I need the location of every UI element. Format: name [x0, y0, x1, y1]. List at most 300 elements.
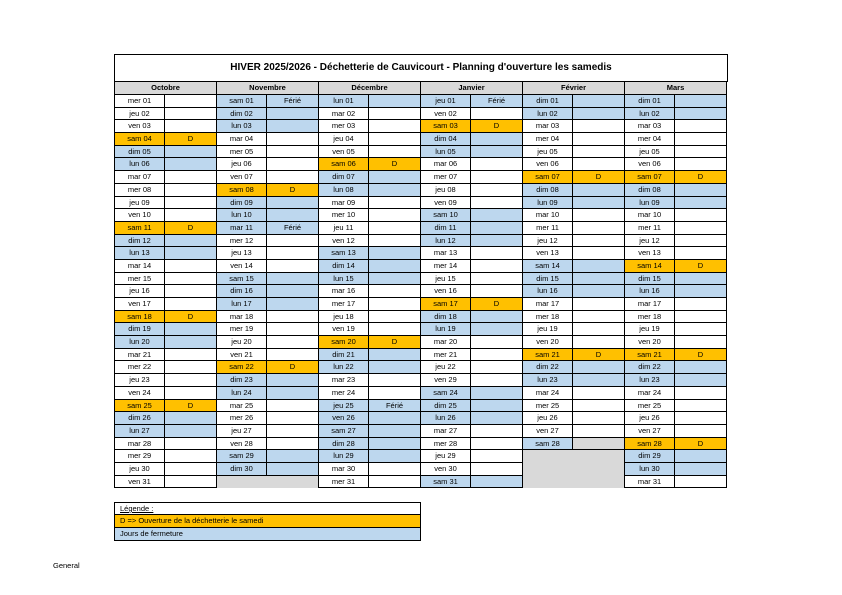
- day-row: [217, 260, 318, 273]
- day-status: [573, 133, 624, 145]
- day-status: [165, 361, 216, 373]
- day-status: [369, 146, 420, 158]
- day-status: [165, 120, 216, 132]
- day-row: [115, 146, 216, 159]
- day-label: dim 29: [625, 450, 675, 462]
- day-label: mar 24: [625, 387, 675, 399]
- day-label: dim 30: [217, 463, 267, 475]
- day-row: [217, 463, 318, 476]
- day-label: ven 14: [217, 260, 267, 272]
- day-status: D: [187, 134, 194, 144]
- day-label: mar 31: [625, 476, 675, 488]
- day-status: [165, 374, 216, 386]
- day-row: [625, 247, 726, 260]
- day-row: [421, 425, 522, 438]
- day-row: [523, 222, 624, 235]
- day-label: jeu 12: [523, 235, 573, 247]
- day-status: [471, 400, 522, 412]
- day-status: [267, 260, 318, 272]
- day-label: mar 23: [319, 374, 369, 386]
- day-row: [319, 285, 420, 298]
- day-status: [471, 412, 522, 424]
- day-status: [471, 108, 522, 120]
- day-row: [319, 146, 420, 159]
- day-status: D: [697, 438, 704, 448]
- day-row: [319, 209, 420, 222]
- month-header: Octobre: [115, 82, 216, 95]
- day-status: [267, 133, 318, 145]
- day-status: [471, 311, 522, 323]
- day-row: [115, 273, 216, 286]
- day-status: D: [187, 311, 194, 321]
- day-row: [217, 120, 318, 133]
- day-status: [165, 171, 216, 183]
- day-label: mer 01: [115, 95, 165, 107]
- day-row: [217, 95, 318, 108]
- day-label: lun 10: [217, 209, 267, 221]
- day-status: [675, 425, 726, 437]
- day-label: sam 04: [115, 133, 165, 145]
- day-status: [369, 247, 420, 259]
- day-label: sam 15: [217, 273, 267, 285]
- day-row: [319, 247, 420, 260]
- day-row: [625, 463, 726, 476]
- day-status: D: [697, 349, 704, 359]
- day-label: ven 30: [421, 463, 471, 475]
- day-status: [369, 95, 420, 107]
- day-status: [471, 361, 522, 373]
- day-label: dim 14: [319, 260, 369, 272]
- day-row: [421, 361, 522, 374]
- day-status: [675, 323, 726, 335]
- day-status: [471, 463, 522, 475]
- day-row: [115, 120, 216, 133]
- day-row: [319, 323, 420, 336]
- day-row: [625, 260, 726, 273]
- month-header: Mars: [625, 82, 726, 95]
- day-label: sam 29: [217, 450, 267, 462]
- day-row: [421, 273, 522, 286]
- day-label: lun 15: [319, 273, 369, 285]
- day-label: sam 28: [625, 438, 675, 450]
- day-label: mar 11: [217, 222, 267, 234]
- day-label: jeu 05: [625, 146, 675, 158]
- day-row: [421, 450, 522, 463]
- day-label: lun 08: [319, 184, 369, 196]
- day-label: lun 03: [217, 120, 267, 132]
- day-status: [165, 323, 216, 335]
- day-status: [267, 425, 318, 437]
- day-label: dim 22: [523, 361, 573, 373]
- day-row: [115, 235, 216, 248]
- day-status: [267, 247, 318, 259]
- day-row: [421, 412, 522, 425]
- day-label: sam 24: [421, 387, 471, 399]
- day-label: mer 05: [217, 146, 267, 158]
- day-row: [421, 120, 522, 133]
- day-status: [573, 158, 624, 170]
- day-row: [319, 197, 420, 210]
- day-row: [115, 298, 216, 311]
- day-label: mer 12: [217, 235, 267, 247]
- day-status: [267, 311, 318, 323]
- day-label: sam 20: [319, 336, 369, 348]
- day-row: [319, 273, 420, 286]
- day-status: [267, 158, 318, 170]
- day-status: [675, 235, 726, 247]
- day-row: [421, 438, 522, 451]
- day-status: [369, 260, 420, 272]
- day-status: [165, 260, 216, 272]
- day-status: [369, 222, 420, 234]
- day-status: [471, 235, 522, 247]
- day-row: [319, 349, 420, 362]
- day-label: jeu 13: [217, 247, 267, 259]
- day-row: [217, 171, 318, 184]
- day-label: ven 02: [421, 108, 471, 120]
- day-status: [471, 450, 522, 462]
- day-label: ven 07: [217, 171, 267, 183]
- day-row: [319, 387, 420, 400]
- day-label: ven 12: [319, 235, 369, 247]
- day-label: dim 12: [115, 235, 165, 247]
- day-status: [369, 412, 420, 424]
- day-label: lun 13: [115, 247, 165, 259]
- day-row: [421, 197, 522, 210]
- day-status: Férié: [283, 222, 302, 232]
- day-status: [267, 336, 318, 348]
- day-status: [675, 336, 726, 348]
- day-label: sam 22: [217, 361, 267, 373]
- day-status: [267, 273, 318, 285]
- day-row: [625, 349, 726, 362]
- day-row: [523, 361, 624, 374]
- day-label: jeu 18: [319, 311, 369, 323]
- day-label: dim 02: [217, 108, 267, 120]
- day-status: [165, 463, 216, 475]
- day-status: [267, 108, 318, 120]
- day-label: mer 11: [523, 222, 573, 234]
- day-status: [675, 184, 726, 196]
- month-column: [523, 82, 625, 488]
- day-label: jeu 26: [625, 412, 675, 424]
- day-label: jeu 19: [523, 323, 573, 335]
- day-status: [471, 336, 522, 348]
- day-status: [369, 374, 420, 386]
- day-row: [523, 197, 624, 210]
- footer-classification: General: [53, 561, 80, 570]
- day-status: [675, 146, 726, 158]
- day-row: [115, 361, 216, 374]
- day-row: [217, 146, 318, 159]
- day-status: [573, 95, 624, 107]
- months-grid: [114, 82, 728, 488]
- day-row: [523, 260, 624, 273]
- day-label: dim 26: [115, 412, 165, 424]
- day-row: [115, 438, 216, 451]
- day-label: dim 04: [421, 133, 471, 145]
- day-label: jeu 30: [115, 463, 165, 475]
- day-label: dim 15: [625, 273, 675, 285]
- day-label: ven 09: [421, 197, 471, 209]
- day-row: [523, 273, 624, 286]
- day-row: [217, 158, 318, 171]
- day-label: mar 18: [217, 311, 267, 323]
- day-status: [267, 463, 318, 475]
- day-row: [217, 209, 318, 222]
- day-label: jeu 26: [523, 412, 573, 424]
- day-label: sam 17: [421, 298, 471, 310]
- day-label: ven 19: [319, 323, 369, 335]
- day-status: [369, 463, 420, 475]
- day-row: [625, 95, 726, 108]
- day-row: [523, 146, 624, 159]
- day-row: [115, 336, 216, 349]
- day-row: [217, 285, 318, 298]
- day-status: D: [187, 222, 194, 232]
- day-label: sam 07: [523, 171, 573, 183]
- day-row: [319, 171, 420, 184]
- day-status: [471, 260, 522, 272]
- day-label: lun 06: [115, 158, 165, 170]
- day-row: [625, 476, 726, 489]
- day-label: lun 30: [625, 463, 675, 475]
- day-row: [115, 374, 216, 387]
- day-row: [115, 463, 216, 476]
- legend-title: Légende :: [115, 503, 420, 515]
- day-row: [217, 298, 318, 311]
- page-title: HIVER 2025/2026 - Déchetterie de Cauvicourt - Planning d'ouverture les samedis: [114, 54, 728, 82]
- day-label: jeu 09: [115, 197, 165, 209]
- day-row: [625, 298, 726, 311]
- day-label: mar 17: [625, 298, 675, 310]
- day-status: [165, 158, 216, 170]
- day-row: [523, 247, 624, 260]
- day-status: [165, 349, 216, 361]
- day-row: [523, 336, 624, 349]
- day-row: [625, 184, 726, 197]
- day-row: [421, 387, 522, 400]
- day-row: [115, 450, 216, 463]
- day-label: mar 07: [115, 171, 165, 183]
- day-label: jeu 22: [421, 361, 471, 373]
- day-label: lun 20: [115, 336, 165, 348]
- day-status: [573, 387, 624, 399]
- day-label: jeu 04: [319, 133, 369, 145]
- day-status: [369, 387, 420, 399]
- day-status: [675, 476, 726, 488]
- day-label: mer 14: [421, 260, 471, 272]
- day-label: lun 01: [319, 95, 369, 107]
- day-label: mar 03: [523, 120, 573, 132]
- day-label: lun 24: [217, 387, 267, 399]
- day-status: D: [697, 260, 704, 270]
- day-label: lun 05: [421, 146, 471, 158]
- day-row: [319, 438, 420, 451]
- day-status: [471, 209, 522, 221]
- day-status: [267, 146, 318, 158]
- day-row: [421, 247, 522, 260]
- day-label: jeu 25: [319, 400, 369, 412]
- day-row: [115, 209, 216, 222]
- day-label: mer 07: [421, 171, 471, 183]
- day-label: jeu 16: [115, 285, 165, 297]
- day-status: D: [187, 400, 194, 410]
- day-row: [421, 400, 522, 413]
- day-row: [115, 260, 216, 273]
- day-status: Férié: [487, 96, 506, 105]
- day-row: [421, 108, 522, 121]
- day-label: sam 06: [319, 158, 369, 170]
- day-row: [217, 374, 318, 387]
- day-label: [523, 463, 573, 475]
- day-row: [625, 273, 726, 286]
- day-label: ven 20: [625, 336, 675, 348]
- day-label: mar 28: [115, 438, 165, 450]
- day-status: [165, 95, 216, 107]
- day-status: [471, 158, 522, 170]
- legend-open-saturday: D => Ouverture de la déchetterie le samedi: [115, 515, 420, 527]
- day-row: [523, 235, 624, 248]
- day-status: [675, 133, 726, 145]
- day-row: [523, 323, 624, 336]
- day-row: [115, 158, 216, 171]
- day-status: [165, 387, 216, 399]
- day-row: [115, 171, 216, 184]
- day-row: [625, 412, 726, 425]
- day-label: sam 11: [115, 222, 165, 234]
- day-status: D: [289, 362, 296, 372]
- day-status: [471, 349, 522, 361]
- day-label: dim 16: [217, 285, 267, 297]
- day-status: [573, 108, 624, 120]
- day-label: mer 11: [625, 222, 675, 234]
- day-label: lun 16: [625, 285, 675, 297]
- day-label: mar 10: [625, 209, 675, 221]
- day-label: mer 18: [625, 311, 675, 323]
- day-status: [267, 349, 318, 361]
- day-status: [267, 298, 318, 310]
- day-status: [267, 476, 318, 488]
- day-row: [319, 476, 420, 489]
- day-row: [217, 235, 318, 248]
- day-row: [217, 450, 318, 463]
- day-row: [217, 222, 318, 235]
- day-status: [165, 476, 216, 488]
- day-row: [625, 108, 726, 121]
- day-label: mar 27: [421, 425, 471, 437]
- day-status: [165, 273, 216, 285]
- day-status: [267, 120, 318, 132]
- day-label: dim 09: [217, 197, 267, 209]
- day-status: [369, 209, 420, 221]
- day-label: [523, 450, 573, 462]
- day-row: [421, 298, 522, 311]
- day-row: [523, 108, 624, 121]
- day-label: ven 21: [217, 349, 267, 361]
- day-status: D: [595, 349, 602, 359]
- day-label: mer 19: [217, 323, 267, 335]
- day-status: [573, 374, 624, 386]
- day-row: [115, 387, 216, 400]
- day-label: mar 02: [319, 108, 369, 120]
- day-status: [369, 450, 420, 462]
- day-label: mar 04: [217, 133, 267, 145]
- day-row: [523, 450, 624, 463]
- day-label: lun 09: [625, 197, 675, 209]
- day-row: [115, 323, 216, 336]
- day-row: [115, 184, 216, 197]
- day-label: mer 21: [421, 349, 471, 361]
- day-row: [625, 285, 726, 298]
- day-status: [369, 235, 420, 247]
- day-row: [421, 323, 522, 336]
- day-status: [369, 184, 420, 196]
- day-label: mer 25: [625, 400, 675, 412]
- day-row: [319, 260, 420, 273]
- day-status: [165, 336, 216, 348]
- day-status: [573, 260, 624, 272]
- day-status: [165, 285, 216, 297]
- day-status: [675, 400, 726, 412]
- day-status: D: [493, 299, 500, 308]
- day-label: lun 02: [523, 108, 573, 120]
- day-row: [625, 209, 726, 222]
- day-label: sam 14: [625, 260, 675, 272]
- day-status: [165, 184, 216, 196]
- day-status: [471, 438, 522, 450]
- day-label: mar 13: [421, 247, 471, 259]
- day-status: [573, 197, 624, 209]
- day-row: [523, 412, 624, 425]
- day-row: [217, 323, 318, 336]
- day-label: dim 05: [115, 146, 165, 158]
- day-row: [115, 412, 216, 425]
- day-row: [217, 400, 318, 413]
- day-status: [165, 197, 216, 209]
- day-row: [319, 108, 420, 121]
- day-status: [675, 247, 726, 259]
- day-label: lun 22: [319, 361, 369, 373]
- day-label: mer 29: [115, 450, 165, 462]
- day-status: [675, 273, 726, 285]
- day-row: [523, 133, 624, 146]
- day-row: [523, 171, 624, 184]
- day-status: [675, 450, 726, 462]
- day-row: [421, 285, 522, 298]
- day-label: ven 28: [217, 438, 267, 450]
- day-status: [471, 285, 522, 297]
- day-row: [523, 298, 624, 311]
- day-status: [165, 146, 216, 158]
- day-row: [421, 158, 522, 171]
- day-row: [217, 184, 318, 197]
- day-row: [115, 108, 216, 121]
- day-status: [573, 438, 624, 450]
- day-row: [217, 197, 318, 210]
- day-row: [217, 438, 318, 451]
- day-label: mer 26: [217, 412, 267, 424]
- day-status: [471, 476, 522, 488]
- day-label: ven 24: [115, 387, 165, 399]
- day-row: [625, 171, 726, 184]
- day-label: ven 27: [523, 425, 573, 437]
- day-label: mer 08: [115, 184, 165, 196]
- day-row: [523, 95, 624, 108]
- day-status: [165, 438, 216, 450]
- day-label: sam 14: [523, 260, 573, 272]
- day-status: [369, 298, 420, 310]
